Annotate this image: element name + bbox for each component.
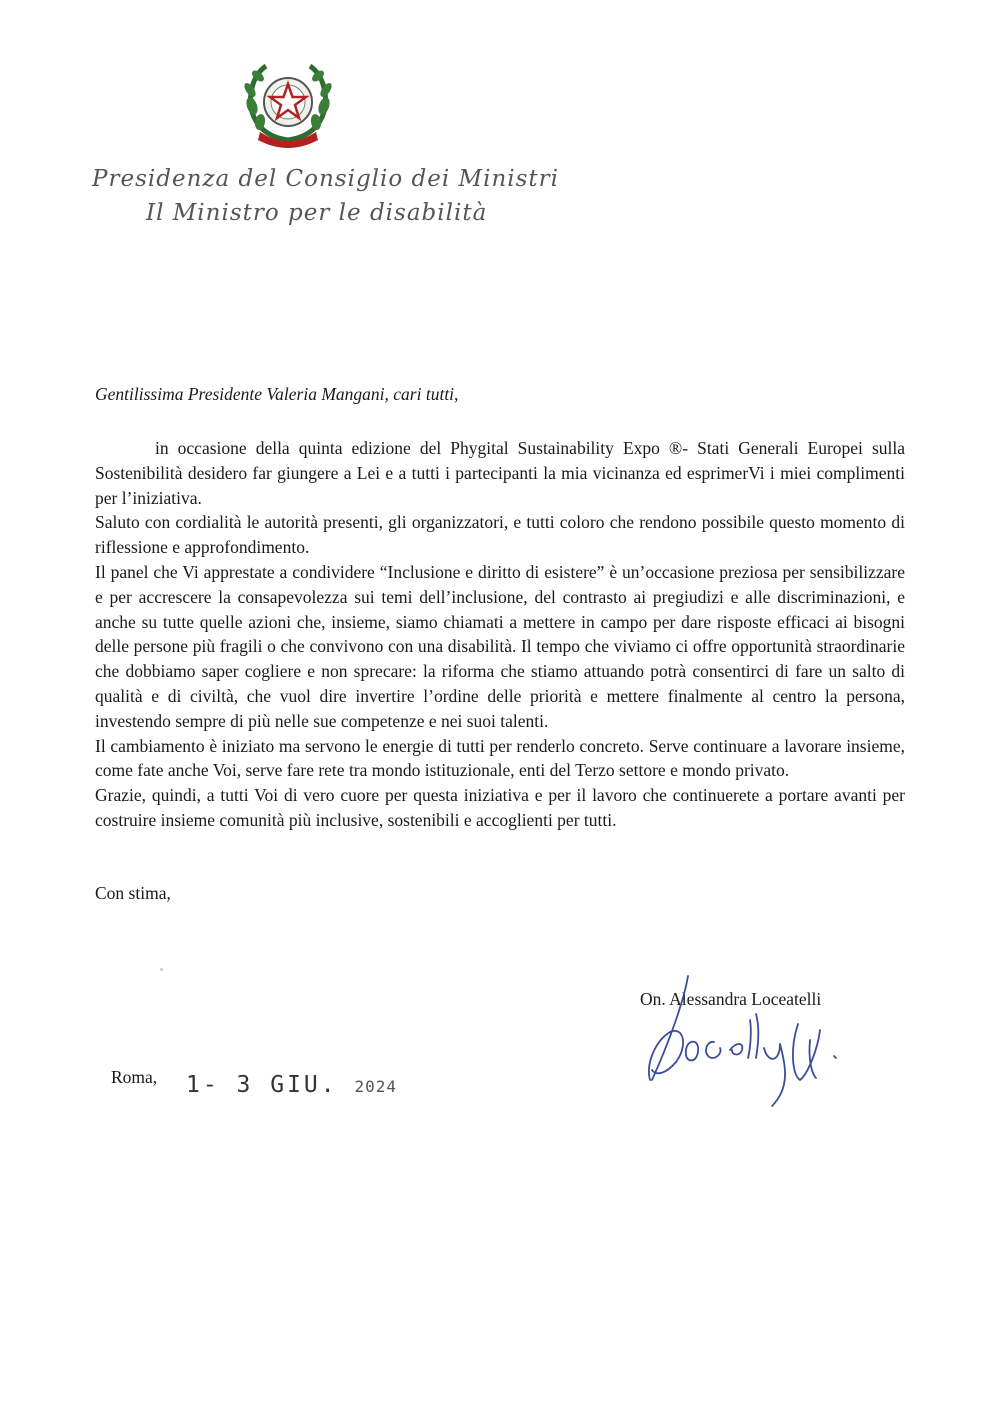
handwritten-signature-icon bbox=[640, 970, 850, 1110]
scan-speck bbox=[160, 968, 163, 971]
closing: Con stima, bbox=[95, 883, 171, 903]
italian-republic-emblem-icon bbox=[238, 58, 338, 150]
letter-body bbox=[95, 436, 905, 833]
salutation: Gentilissima Presidente Valeria Mangani, cari tutti, bbox=[95, 384, 459, 404]
place: Roma, bbox=[111, 1067, 158, 1087]
header-minister: Il Ministro per le disabilità bbox=[146, 200, 488, 226]
signer-name: On. Alessandra Loceatelli bbox=[640, 989, 822, 1009]
date-stamp-year: 2024 bbox=[354, 1077, 398, 1096]
paragraph: Il panel che Vi apprestate a condividere “Inclusione e diritto di esistere” è un’occasione preziosa per sensibilizzare e per accrescere la consapevolezza sui temi dell’inclusione, del contrasto ai pregiudizi e alle discriminazioni, e anche su tutte quelle azioni che, insieme, siamo chiamati a mettere in campo per dare risposte efficaci ai bisogni delle persone più fragili o che convivono con una disabilità. Il tempo che viviamo ci offre opportunità straordinarie che dobbiamo saper cogliere e non sprecare: la riforma che stiamo attuando potrà consentirci di fare un salto di qualità e di civiltà, che vuol dire invertire l’ordine delle priorità e mettere finalmente al centro la persona, investendo sempre di più nelle sue competenze e nei suoi talenti. bbox=[95, 561, 905, 731]
header-presidency: Presidenza del Consiglio dei Ministri bbox=[92, 166, 560, 192]
paragraph: Saluto con cordialità le autorità presenti, gli organizzatori, e tutti coloro che rendono possibile questo momento di riflessione e approfondimento. bbox=[95, 512, 905, 558]
date-stamp bbox=[186, 1072, 397, 1098]
paragraph: Il cambiamento è iniziato ma servono le energie di tutti per renderlo concreto. Serve continuare a lavorare insieme, come fate anche Voi, serve fare rete tra mondo istituzionale, enti del Terzo settore e mondo privato. bbox=[95, 735, 905, 781]
paragraph: in occasione della quinta edizione del Phygital Sustainability Expo ®- Stati Generali Europei sulla Sostenibilità desidero far giungere a Lei e a tutti i partecipanti la mia vicinanza ed esprimerVi i miei complimenti per l’iniziativa. bbox=[95, 438, 905, 508]
paragraph: Grazie, quindi, a tutti Voi di vero cuore per questa iniziativa e per il lavoro che continuerete a portare avanti per costruire insieme comunità più inclusive, sostenibili e accoglienti per tutti. bbox=[95, 785, 905, 830]
date-stamp-day-month: 1- 3 GIU. bbox=[186, 1072, 338, 1098]
